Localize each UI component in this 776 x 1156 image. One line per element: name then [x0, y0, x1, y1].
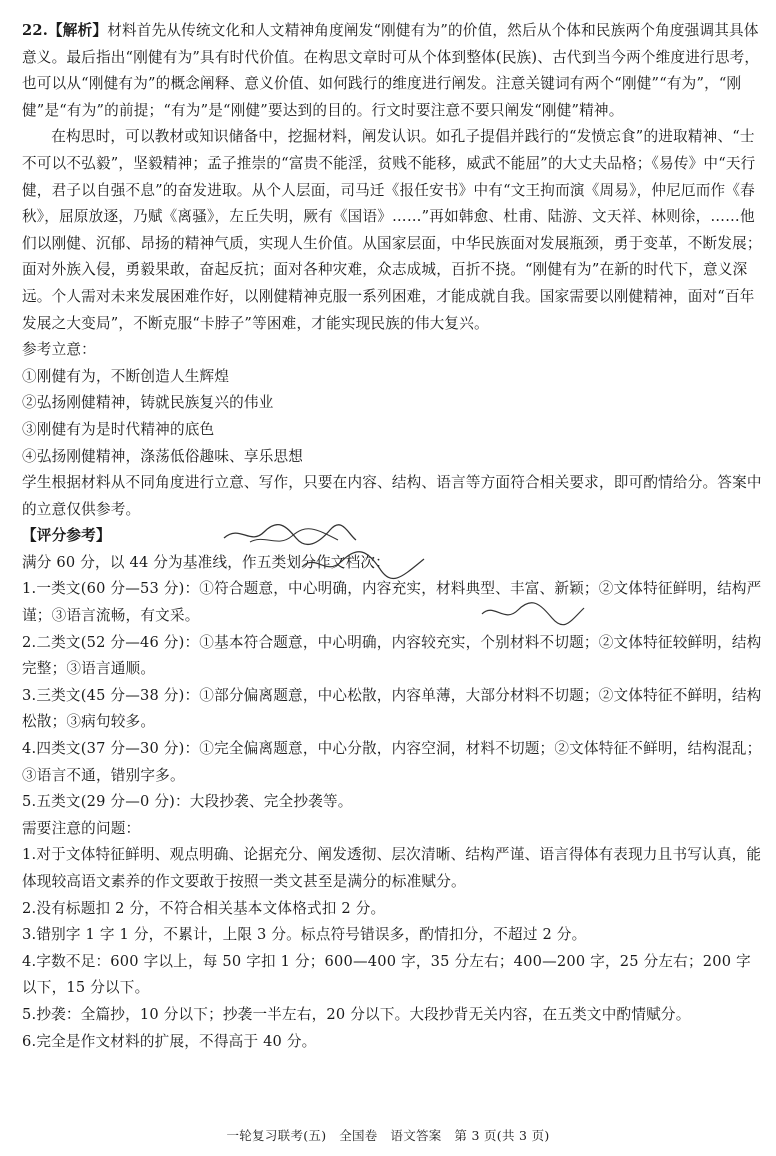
reference-idea-item: ③刚健有为是时代精神的底色 — [22, 420, 215, 438]
scoring-heading: 【评分参考】 — [22, 527, 111, 545]
reference-ideas-note: 学生根据材料从不同角度进行立意、写作，只要在内容、结构、语言等方面符合相关要求，即可酌情给分。答案中的立意仅供参考。 — [22, 474, 762, 518]
note-item: 2.没有标题扣 2 分，不符合相关基本文体格式扣 2 分。 — [22, 899, 386, 917]
note-item: 3.错别字 1 字 1 分，不累计，上限 3 分。标点符号错误多，酌情扣分，不超过 2 分。 — [22, 926, 587, 944]
grade-item: 3.三类文(45 分—38 分)：①部分偏离题意，中心松散，内容单薄，大部分材料不切题；②文体特征不鲜明，结构松散；③病句较多。 — [22, 686, 762, 731]
analysis-heading: 【解析】 — [48, 22, 108, 39]
analysis-text-1: 材料首先从传统文化和人文精神角度阐发“刚健有为”的价值，然后从个体和民族两个角度强调其具体意义。最后指出“刚健有为”具有时代价值。在构思文章时可从个体到整体(民族)、古代到当今两个维度进行思考，也可以从“刚健有为”的概念阐释、意义价值、如何践行的维度进行阐发。注意关键词有两个“刚健”“有为”，“刚健”是“有为”的前提；“有为”是“刚健”要达到的目的。行文时要注意不要只阐发“刚健”精神。 — [22, 22, 760, 119]
analysis-paragraph-1 — [22, 18, 762, 124]
grade-item: 4.四类文(37 分—30 分)：①完全偏离题意，中心分散，内容空洞，材料不切题；②文体特征不鲜明，结构混乱；③语言不通，错别字多。 — [22, 740, 762, 784]
analysis-paragraph-2: 在构思时，可以教材或知识储备中，挖掘材料，阐发认识。如孔子提倡并践行的“发愤忘食”的进取精神、“士不可以不弘毅”，坚毅精神；孟子推崇的“富贵不能淫，贫贱不能移，威武不能屈”的大丈夫品格；《易传》中“天行健，君子以自强不息”的奋发进取。从个人层面，司马迁《报任安书》中有“文王拘而演《周易》，仲尼厄而作《春秋》，屈原放逐，乃赋《离骚》，左丘失明，厥有《国语》……”再如韩愈、杜甫、陆游、文天祥、林则徐，……他们以刚健、沉郁、昂扬的精神气质，实现人生价值。从国家层面，中华民族面对发展瓶颈，勇于变革，不断发展；面对外族入侵，勇毅果敢，奋起反抗；面对各种灾难，众志成城，百折不挠。“刚健有为”在新的时代下，意义深远。个人需对未来发展困难作好，以刚健精神克服一系列困难，才能成就自我。国家需要以刚健精神，面对“百年发展之大变局”，不断克服“卡脖子”等困难，才能实现民族的伟大复兴。 — [22, 128, 762, 332]
grade-item: 5.五类文(29 分—0 分)：大段抄袭、完全抄袭等。 — [22, 793, 353, 811]
reference-idea-item: ④弘扬刚健精神，涤荡低俗趣味、享乐思想 — [22, 447, 304, 465]
reference-idea-item: ②弘扬刚健精神，铸就民族复兴的伟业 — [22, 394, 274, 412]
reference-ideas-title: 参考立意： — [22, 341, 96, 359]
reference-idea-item: ①刚健有为，不断创造人生辉煌 — [22, 367, 230, 385]
note-item: 6.完全是作文材料的扩展，不得高于 40 分。 — [22, 1032, 317, 1050]
scoring-intro: 满分 60 分，以 44 分为基准线，作五类划分作文档次： — [22, 553, 390, 571]
grade-item: 2.二类文(52 分—46 分)：①基本符合题意，中心明确，内容较充实，个别材料不切题；②文体特征较鲜明，结构完整；③语言通顺。 — [22, 633, 762, 678]
reference-ideas-list — [22, 364, 762, 470]
answer-page — [22, 18, 762, 1055]
note-item: 5.抄袭：全篇抄，10 分以下；抄袭一半左右，20 分以下。大段抄背无关内容，在五类文中酌情赋分。 — [22, 1005, 691, 1023]
grade-item: 1.一类文(60 分—53 分)：①符合题意，中心明确，内容充实，材料典型、丰富、新颖；②文体特征鲜明，结构严谨；③语言流畅，有文采。 — [22, 580, 762, 625]
page-footer: 一轮复习联考(五) 全国卷 语文答案 第 3 页(共 3 页) — [226, 1128, 550, 1143]
notes-title: 需要注意的问题： — [22, 819, 141, 837]
note-item: 1.对于文体特征鲜明、观点明确、论据充分、阐发透彻、层次清晰、结构严谨、语言得体有表现力且书写认真，能体现较高语文素养的作文要敢于按照一类文甚至是满分的标准赋分。 — [22, 846, 762, 890]
note-item: 4.字数不足：600 字以上，每 50 字扣 1 分；600—400 字，35 分左右；400—200 字，25 分左右；200 字以下，15 分以下。 — [22, 952, 751, 997]
question-number: 22. — [22, 22, 48, 39]
